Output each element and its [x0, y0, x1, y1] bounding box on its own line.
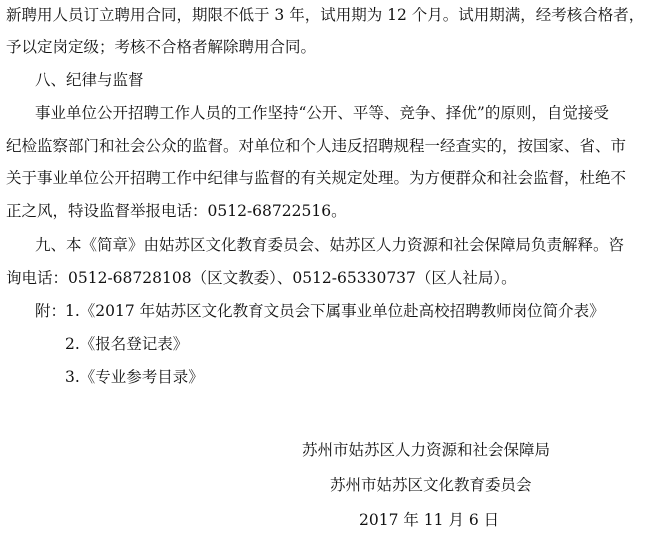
attachments-label: 附：	[35, 302, 67, 320]
paragraph-line: 关于事业单位公开招聘工作中纪律与监督的有关规定处理。为方便群众和社会监督，杜绝不	[6, 169, 627, 187]
section-heading: 八、纪律与监督	[35, 71, 144, 89]
paragraph-line: 询电话：0512-68728108（区文教委）、0512-65330737（区人社局）。	[6, 269, 517, 287]
signature-date: 2017 年 11 月 6 日	[359, 511, 500, 529]
attachment-item: 3.《专业参考目录》	[65, 368, 204, 386]
paragraph-line: 新聘用人员订立聘用合同，期限不低于 3 年，试用期为 12 个月。试用期满，经考核合格者，	[6, 6, 645, 24]
paragraph-line: 正之风，特设监督举报电话：0512-68722516。	[6, 202, 347, 220]
paragraph-line: 九、本《简章》由姑苏区文化教育委员会、姑苏区人力资源和社会保障局负责解释。咨	[35, 236, 625, 254]
attachment-item: 1.《2017 年姑苏区文化教育文员会下属事业单位赴高校招聘教师岗位简介表》	[65, 302, 605, 320]
attachment-item: 2.《报名登记表》	[65, 335, 189, 353]
paragraph-line: 予以定岗定级；考核不合格者解除聘用合同。	[6, 38, 317, 56]
signature-org: 苏州市姑苏区文化教育委员会	[330, 476, 532, 494]
signature-org: 苏州市姑苏区人力资源和社会保障局	[302, 441, 551, 459]
paragraph-line: 事业单位公开招聘工作人员的工作坚持“公开、平等、竞争、择优”的原则，自觉接受	[35, 104, 609, 122]
paragraph-line: 纪检监察部门和社会公众的监督。对单位和个人违反招聘规程一经查实的，按国家、省、市	[6, 137, 627, 155]
